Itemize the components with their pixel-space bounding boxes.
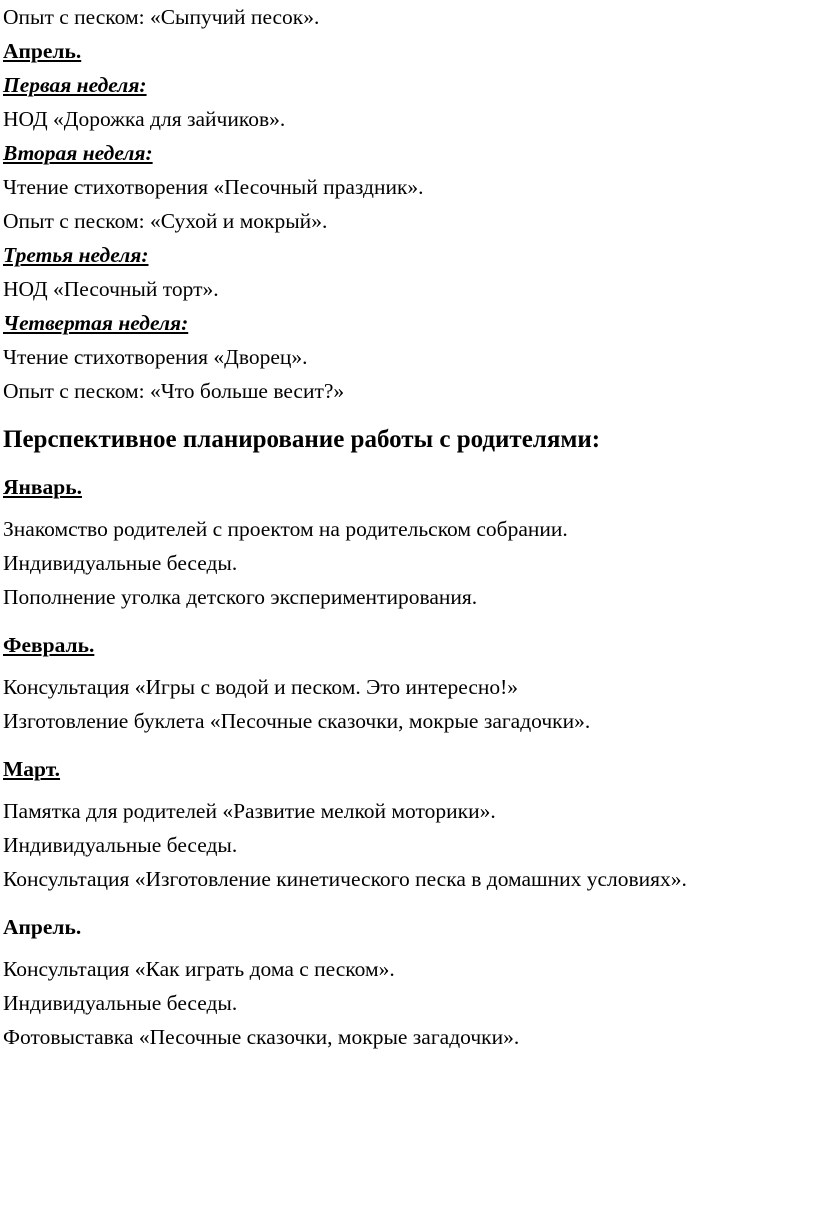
parents-section-april: [3, 910, 808, 1054]
week-heading-second: Вторая неделя:: [3, 141, 153, 165]
list-item: Консультация «Как играть дома с песком».: [3, 957, 395, 981]
list-item: Изготовление буклета «Песочные сказочки, мокрые загадочки».: [3, 709, 591, 733]
parents-section-march: [3, 752, 808, 896]
month-heading-january: Январь.: [3, 475, 82, 499]
experiment-line: Опыт с песком: «Что больше весит?»: [3, 379, 345, 403]
month-heading-april-parents: Апрель.: [3, 915, 82, 939]
month-heading-march: Март.: [3, 757, 61, 781]
week-heading-first: Первая неделя:: [3, 73, 147, 97]
list-item: Индивидуальные беседы.: [3, 991, 238, 1015]
parents-plan-heading: Перспективное планирование работы с родителями:: [3, 426, 601, 453]
list-item: Индивидуальные беседы.: [3, 833, 238, 857]
list-item: Фотовыставка «Песочные сказочки, мокрые загадочки».: [3, 1025, 520, 1049]
list-item: Пополнение уголка детского экспериментирования.: [3, 585, 478, 609]
list-item: Индивидуальные беседы.: [3, 551, 238, 575]
parents-section-january: [3, 470, 808, 614]
experiment-line: Опыт с песком: «Сухой и мокрый».: [3, 209, 328, 233]
activity-line: Чтение стихотворения «Песочный праздник».: [3, 175, 424, 199]
list-item: Памятка для родителей «Развитие мелкой моторики».: [3, 799, 496, 823]
activity-line: НОД «Песочный торт».: [3, 277, 219, 301]
list-item: Знакомство родителей с проектом на родительском собрании.: [3, 517, 568, 541]
activity-line: НОД «Дорожка для зайчиков».: [3, 107, 286, 131]
experiment-line: Опыт с песком: «Сыпучий песок».: [3, 5, 320, 29]
month-heading-april: Апрель.: [3, 39, 82, 63]
list-item: Консультация «Игры с водой и песком. Это интересно!»: [3, 675, 519, 699]
document-page: [3, 0, 808, 1054]
activity-line: Чтение стихотворения «Дворец».: [3, 345, 308, 369]
week-heading-third: Третья неделя:: [3, 243, 149, 267]
list-item: Консультация «Изготовление кинетического песка в домашних условиях».: [3, 867, 687, 891]
parents-section-february: [3, 628, 808, 738]
month-heading-february: Февраль.: [3, 633, 95, 657]
week-heading-fourth: Четвертая неделя:: [3, 311, 189, 335]
